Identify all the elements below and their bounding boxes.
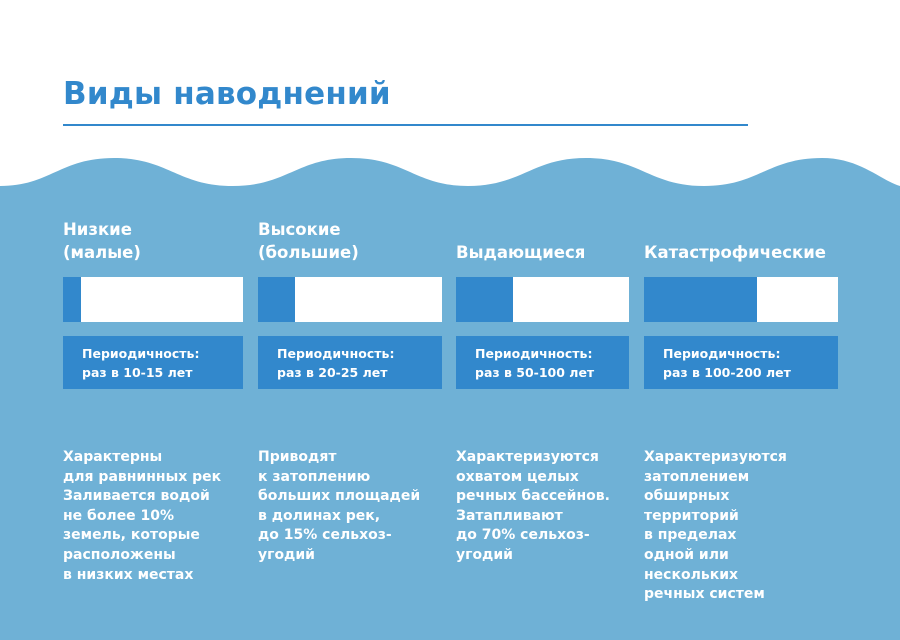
page-title: Виды наводнений: [63, 76, 391, 112]
severity-scale: [644, 277, 838, 322]
periodicity-box: [644, 336, 838, 389]
periodicity-value: раз в 50-100 лет: [475, 365, 595, 380]
severity-scale: [63, 277, 243, 322]
periodicity-box: [456, 336, 629, 389]
periodicity-value: раз в 10-15 лет: [82, 365, 193, 380]
flood-type-description: Характерны для равнинных рек Заливается водой не более 10% земель, которые расположены в низких местах: [63, 449, 222, 583]
flood-type-name: Катастрофические: [644, 243, 826, 262]
flood-type-name: Выдающиеся: [456, 243, 586, 262]
periodicity-value: раз в 20-25 лет: [277, 365, 388, 380]
severity-fill: [63, 277, 81, 322]
severity-scale: [258, 277, 442, 322]
periodicity-box: [258, 336, 442, 389]
severity-scale: [456, 277, 629, 322]
periodicity-label: Периодичность:: [475, 346, 593, 361]
flood-type-description: Характеризуются охватом целых речных бассейнов. Затапливают до 70% сельхоз- угодий: [456, 449, 610, 563]
severity-fill: [456, 277, 513, 322]
severity-fill: [258, 277, 295, 322]
flood-type-name: Низкие (малые): [63, 220, 141, 262]
periodicity-label: Периодичность:: [277, 346, 395, 361]
flood-type-description: Приводят к затоплению больших площадей в долинах рек, до 15% сельхоз- угодий: [258, 449, 421, 563]
flood-type-description: Характеризуются затоплением обширных территорий в пределах одной или нескольких речных систем: [644, 449, 787, 603]
title-underline: [63, 124, 748, 126]
flood-type-name: Высокие (большие): [258, 220, 359, 262]
severity-fill: [644, 277, 757, 322]
periodicity-label: Периодичность:: [82, 346, 200, 361]
periodicity-value: раз в 100-200 лет: [663, 365, 791, 380]
periodicity-label: Периодичность:: [663, 346, 781, 361]
periodicity-box: [63, 336, 243, 389]
